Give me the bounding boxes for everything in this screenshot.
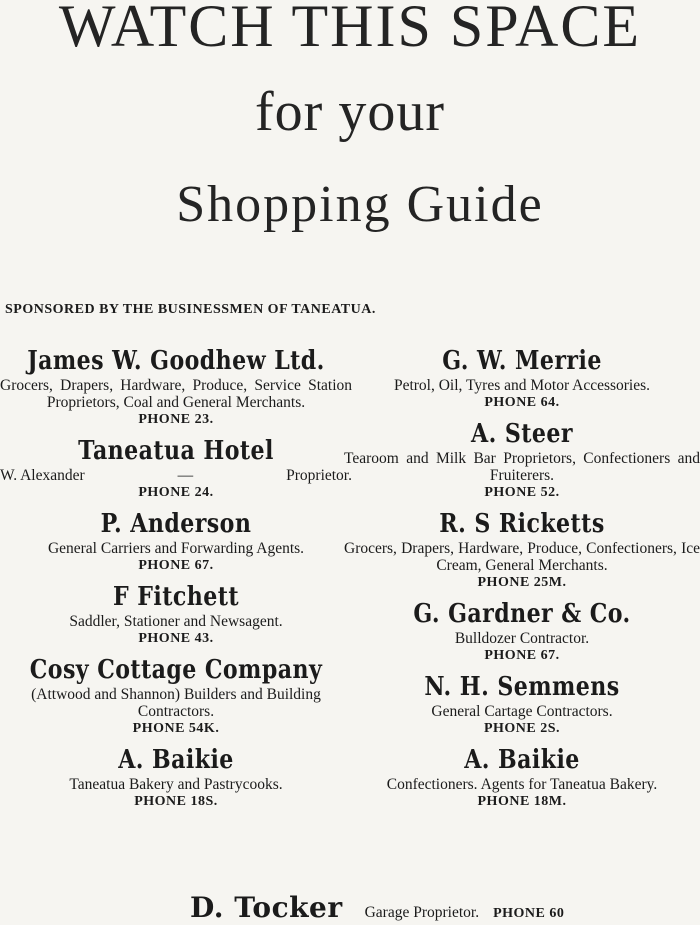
business-name: G. Gardner & Co. <box>413 599 631 629</box>
business-phone: PHONE 60 <box>493 906 565 921</box>
listing-fitchett <box>0 581 352 648</box>
business-description: General Cartage Contractors. <box>431 703 613 720</box>
business-phone: PHONE 24. <box>138 485 214 500</box>
proprietor-dash: — <box>177 467 194 484</box>
business-phone: PHONE 25M. <box>477 575 567 590</box>
listing-steer <box>344 418 700 502</box>
business-description: Tearoom and Milk Bar Proprietors, Confectioners and Fruiterers. <box>344 450 700 484</box>
business-description: Taneatua Bakery and Pastrycooks. <box>69 776 283 793</box>
business-description: Grocers, Drapers, Hardware, Produce, Service Station Proprietors, Coal and General Merchants. <box>0 377 352 411</box>
business-description: Confectioners. Agents for Taneatua Bakery. <box>386 776 658 793</box>
left-column <box>0 345 352 817</box>
business-description: Saddler, Stationer and Newsagent. <box>69 613 283 630</box>
headline-for-your: for your <box>255 81 445 143</box>
listing-cosy-cottage <box>0 654 352 738</box>
business-phone: PHONE 54K. <box>132 721 220 736</box>
listing-ricketts <box>344 508 700 592</box>
listing-anderson <box>0 508 352 575</box>
listing-baikie-bakery <box>0 744 352 811</box>
business-description: Garage Proprietor. <box>364 904 480 921</box>
sponsor-line: SPONSORED BY THE BUSINESSMEN OF TANEATUA. <box>5 302 376 317</box>
business-name: James W. Goodhew Ltd. <box>27 346 325 376</box>
business-phone: PHONE 18M. <box>477 794 567 809</box>
business-name: P. Anderson <box>100 509 252 539</box>
business-name: A. Steer <box>471 419 573 449</box>
business-description: General Carriers and Forwarding Agents. <box>47 540 305 557</box>
listing-baikie-confectioners <box>344 744 700 811</box>
business-phone: PHONE 18S. <box>134 794 218 809</box>
right-column <box>344 345 700 817</box>
business-phone: PHONE 23. <box>138 412 214 427</box>
business-name: R. S Ricketts <box>439 509 605 539</box>
business-name: A. Baikie <box>118 745 234 775</box>
business-name: Cosy Cottage Company <box>29 655 323 685</box>
business-description: Petrol, Oil, Tyres and Motor Accessories. <box>393 377 651 394</box>
business-description: Bulldozer Contractor. <box>454 630 590 647</box>
business-name: N. H. Semmens <box>424 672 620 702</box>
business-name: G. W. Merrie <box>442 346 602 376</box>
listing-merrie <box>344 345 700 412</box>
business-description: Grocers, Drapers, Hardware, Produce, Confectioners, Ice Cream, General Merchants. <box>344 540 700 574</box>
business-phone: PHONE 43. <box>138 631 214 646</box>
business-name: F Fitchett <box>113 582 239 612</box>
proprietor-row <box>0 467 352 484</box>
headline-shopping-guide: Shopping Guide <box>176 176 544 233</box>
business-name: D. Tocker <box>190 891 343 924</box>
business-phone: PHONE 2S. <box>483 721 561 736</box>
proprietor-title: Proprietor. <box>286 467 352 484</box>
headline-watch-this-space: WATCH THIS SPACE <box>58 0 642 59</box>
business-name: A. Baikie <box>464 745 580 775</box>
business-phone: PHONE 52. <box>484 485 560 500</box>
business-name: Taneatua Hotel <box>78 436 274 466</box>
listing-tocker <box>190 892 564 924</box>
listing-semmens <box>344 671 700 738</box>
listing-goodhew <box>0 345 352 429</box>
listing-gardner <box>344 598 700 665</box>
business-phone: PHONE 64. <box>484 395 560 410</box>
proprietor-name: W. Alexander <box>0 467 85 484</box>
business-phone: PHONE 67. <box>484 648 560 663</box>
business-description: (Attwood and Shannon) Builders and Building Contractors. <box>31 686 321 720</box>
business-phone: PHONE 67. <box>138 558 214 573</box>
listing-taneatua-hotel <box>0 435 352 502</box>
